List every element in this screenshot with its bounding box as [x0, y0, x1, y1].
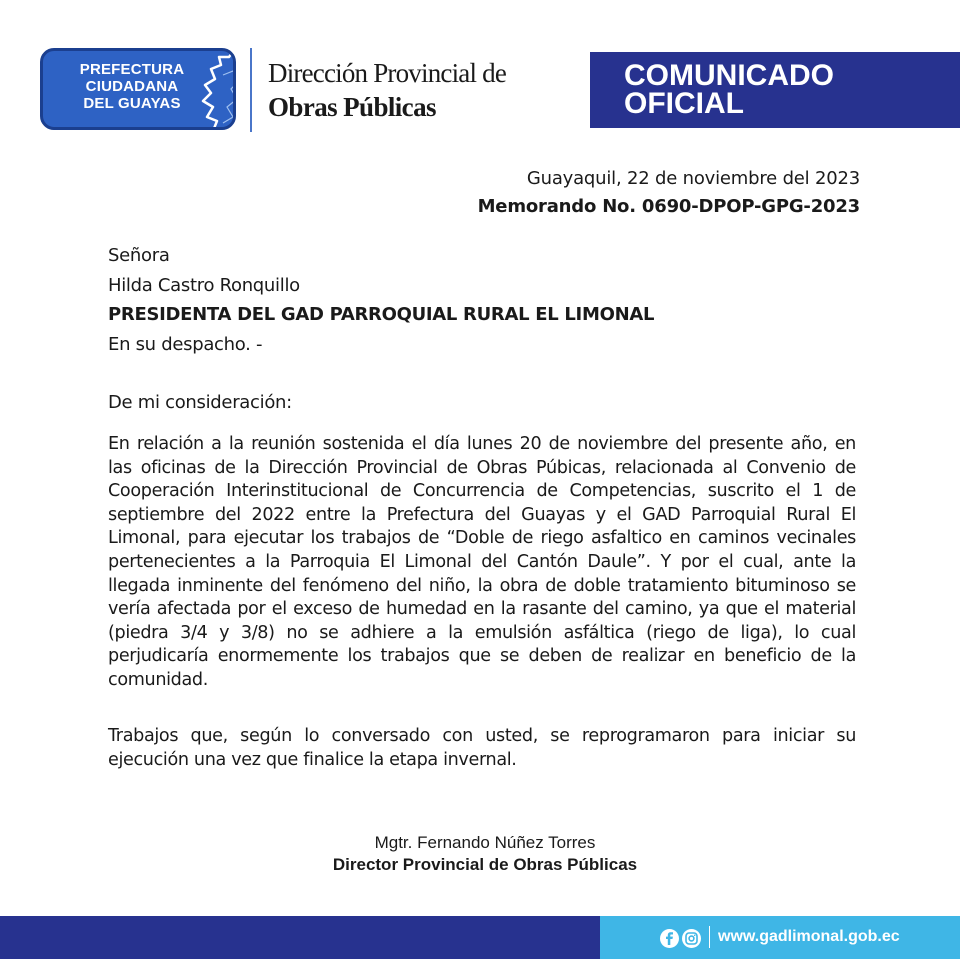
signature-name: Mgtr. Fernando Núñez Torres [374, 833, 596, 852]
website-link[interactable]: www.gadlimonal.gob.ec [718, 928, 900, 945]
comunicado-banner [590, 52, 960, 128]
greeting: De mi consideración: [108, 392, 292, 413]
paragraph-line: llegada inminente del fenómeno del niño, la obra de doble tratamiento bituminoso se [108, 575, 856, 596]
paragraph-line: perjudicaría enormemente los trabajos que se deben de realizar en beneficio de la [108, 646, 856, 667]
despacho: En su despacho. - [108, 334, 263, 355]
prefectura-logo [40, 48, 236, 130]
comunicado-line: OFICIAL [624, 87, 744, 120]
paragraph-line: Limonal, para ejecutar los trabajos de “Doble de riego asfaltico en caminos vecinales [108, 528, 856, 549]
header-divider [250, 48, 252, 132]
footer-bar-left [0, 916, 600, 959]
paragraph-line: (piedra 3/4 y 3/8) no se adhiere a la emulsión asfáltica (riego de liga), lo cual [108, 622, 856, 643]
guayas-map-icon [183, 48, 236, 130]
memo-number: Memorando No. 0690-DPOP-GPG-2023 [477, 196, 860, 217]
social-icons [660, 928, 701, 948]
paragraph-line: vería afectada por el exceso de humedad en la rasante del camino, ya que el material [108, 599, 856, 620]
place-date: Guayaquil, 22 de noviembre del 2023 [526, 168, 860, 189]
paragraph-line: comunidad. [108, 669, 208, 690]
paragraph-line: Cooperación Interinstitucional de Concurrencia de Competencias, suscrito el 1 de [108, 481, 856, 502]
footer-separator [709, 926, 710, 948]
paragraph-1 [108, 433, 856, 693]
instagram-icon[interactable] [682, 929, 701, 948]
logo-line: PREFECTURA [79, 61, 185, 78]
recipient-title: PRESIDENTA DEL GAD PARROQUIAL RURAL EL LIMONAL [108, 304, 655, 325]
direction-subtitle: Obras Públicas [268, 92, 436, 122]
direction-title: Dirección Provincial de [268, 58, 507, 88]
paragraph-line: Trabajos que, según lo conversado con usted, se reprogramaron para iniciar su [108, 726, 856, 746]
paragraph-2 [108, 725, 856, 772]
salutation: Señora [108, 245, 170, 266]
logo-line: DEL GUAYAS [83, 95, 181, 112]
paragraph-line: pertenecientes a la Parroquia El Limonal del Cantón Daule”. Y por el cual, ante la [108, 551, 856, 572]
comunicado-line: COMUNICADO [624, 59, 834, 92]
paragraph-line: septiembre del 2022 entre la Prefectura del Guayas y el GAD Parroquial Rural El [108, 504, 856, 525]
paragraph-line: ejecución una vez que finalice la etapa invernal. [108, 749, 517, 770]
facebook-icon[interactable] [660, 929, 679, 948]
signature-title: Director Provincial de Obras Públicas [332, 855, 638, 874]
paragraph-line: las oficinas de la Dirección Provincial de Obras Púbicas, relacionada al Convenio de [108, 457, 856, 478]
paragraph-line: En relación a la reunión sostenida el día lunes 20 de noviembre del presente año, en [108, 434, 856, 454]
recipient-name: Hilda Castro Ronquillo [108, 275, 300, 296]
logo-line: CIUDADANA [85, 78, 179, 95]
